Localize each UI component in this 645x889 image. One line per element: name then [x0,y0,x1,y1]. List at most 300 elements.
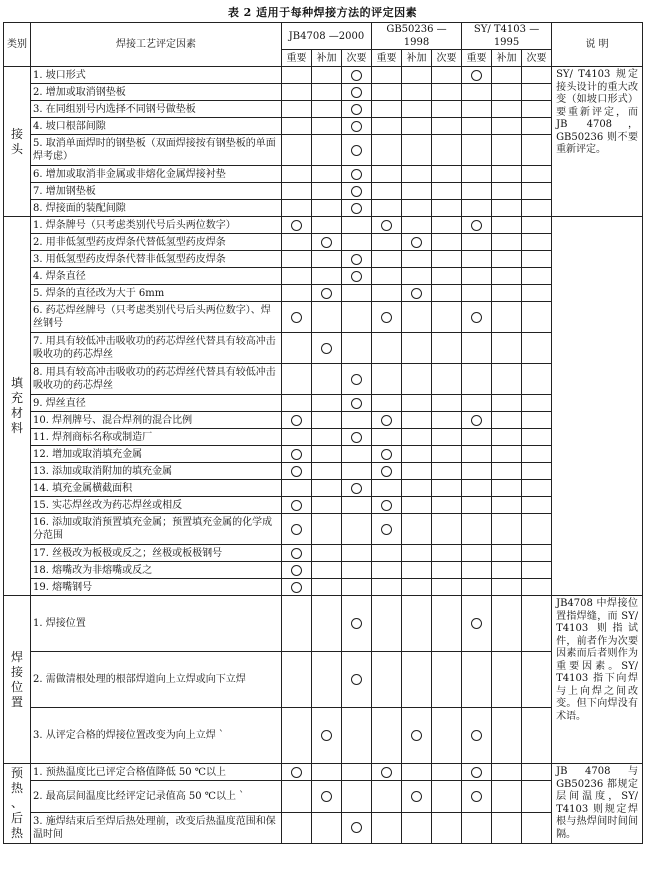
mark-cell [402,285,432,302]
mark-cell [462,285,492,302]
mark-cell [402,562,432,579]
mark-cell [492,812,522,843]
mark-cell [282,412,312,429]
mark-cell [312,429,342,446]
mark-cell [372,217,402,234]
circle-mark-icon [291,582,302,593]
mark-cell [492,302,522,333]
mark-cell [282,118,312,135]
mark-cell [402,251,432,268]
mark-cell [432,364,462,395]
mark-cell [522,268,552,285]
circle-mark-icon [471,767,482,778]
mark-cell [432,217,462,234]
table-row [4,429,643,446]
mark-cell [492,84,522,101]
factor-cell: 12. 增加或取消填充金属 [31,446,282,463]
mark-cell [492,412,522,429]
mark-cell [492,480,522,497]
standard-header-jb4708: JB4708 —2000 [282,23,372,50]
mark-cell [372,514,402,545]
mark-cell [522,412,552,429]
mark-cell [492,364,522,395]
factor-cell: 8. 焊接面的装配间隙 [31,200,282,217]
circle-mark-icon [291,524,302,535]
mark-cell [342,446,372,463]
table-row [4,67,643,84]
mark-cell [282,596,312,652]
mark-cell [282,183,312,200]
mark-cell [282,217,312,234]
factor-cell: 3. 从评定合格的焊接位置改变为向上立焊 ` [31,708,282,764]
mark-cell [402,234,432,251]
mark-cell [372,812,402,843]
mark-cell [462,183,492,200]
mark-cell [432,764,462,781]
mark-cell [522,545,552,562]
mark-cell [522,395,552,412]
circle-mark-icon [351,121,362,132]
mark-cell [372,579,402,596]
mark-cell [462,234,492,251]
mark-cell [312,708,342,764]
mark-cell [312,84,342,101]
mark-cell [462,166,492,183]
mark-cell [342,395,372,412]
circle-mark-icon [351,432,362,443]
mark-cell [462,497,492,514]
mark-cell [342,101,372,118]
mark-cell [342,781,372,812]
mark-cell [402,652,432,708]
level-minor: 次要 [342,50,372,67]
mark-cell [492,333,522,364]
factor-cell: 7. 用具有较低冲击吸收功的药芯焊丝代替具有较高冲击吸收功的药芯焊丝 [31,333,282,364]
mark-cell [342,463,372,480]
mark-cell [402,579,432,596]
circle-mark-icon [381,466,392,477]
mark-cell [372,84,402,101]
mark-cell [402,200,432,217]
category-header: 类别 [4,23,31,67]
mark-cell [522,135,552,166]
mark-cell [462,364,492,395]
mark-cell [282,446,312,463]
mark-cell [372,480,402,497]
mark-cell [372,183,402,200]
circle-mark-icon [351,203,362,214]
mark-cell [312,364,342,395]
mark-cell [462,118,492,135]
circle-mark-icon [471,220,482,231]
mark-cell [342,412,372,429]
mark-cell [372,463,402,480]
mark-cell [432,333,462,364]
mark-cell [342,135,372,166]
circle-mark-icon [351,169,362,180]
mark-cell [342,708,372,764]
level-supplementary: 补加 [492,50,522,67]
table-body [4,67,643,844]
factor-header: 焊接工艺评定因素 [31,23,282,67]
mark-cell [372,118,402,135]
factor-cell: 19. 熔嘴钢号 [31,579,282,596]
circle-mark-icon [351,145,362,156]
mark-cell [372,67,402,84]
category-cell: 预 热 、 后 热 [4,764,31,844]
factor-cell: 3. 在同组别号内选择不同钢号做垫板 [31,101,282,118]
mark-cell [492,708,522,764]
mark-cell [342,217,372,234]
mark-cell [402,183,432,200]
circle-mark-icon [381,220,392,231]
circle-mark-icon [351,254,362,265]
factor-cell: 14. 填充金属横截面积 [31,480,282,497]
factor-cell: 10. 焊剂牌号、混合焊剂的混合比例 [31,412,282,429]
table-row [4,596,643,652]
circle-mark-icon [381,767,392,778]
mark-cell [522,463,552,480]
mark-cell [522,285,552,302]
circle-mark-icon [291,466,302,477]
mark-cell [312,268,342,285]
table-row [4,84,643,101]
mark-cell [312,217,342,234]
level-important: 重要 [282,50,312,67]
mark-cell [462,200,492,217]
mark-cell [492,781,522,812]
mark-cell [282,84,312,101]
remarks-cell: JB4708 中焊接位置指焊缝，而 SY/ T4103 则指试件，前者作为次要因素而后者则作为重要因素。SY/ T4103 指下向焊与上向焊之间改变。但下向焊没有术语。 [552,596,643,764]
mark-cell [372,708,402,764]
table-row [4,781,643,812]
level-minor: 次要 [432,50,462,67]
mark-cell [402,781,432,812]
mark-cell [522,217,552,234]
mark-cell [402,463,432,480]
mark-cell [492,166,522,183]
factor-cell: 11. 焊剂商标名称或制造厂 [31,429,282,446]
table-row [4,395,643,412]
factor-cell: 5. 取消单面焊时的钢垫板（双面焊接按有钢垫板的单面焊考虑） [31,135,282,166]
mark-cell [432,183,462,200]
mark-cell [402,446,432,463]
level-important: 重要 [372,50,402,67]
mark-cell [522,764,552,781]
factor-cell: 16. 添加或取消预置填充金属；预置填充金属的化学成分范围 [31,514,282,545]
mark-cell [522,497,552,514]
factor-cell: 1. 焊接位置 [31,596,282,652]
mark-cell [342,497,372,514]
mark-cell [492,497,522,514]
mark-cell [522,302,552,333]
table-row [4,652,643,708]
mark-cell [522,183,552,200]
circle-mark-icon [351,70,362,81]
factor-cell: 17. 丝极改为板极或反之；丝极或板极钢号 [31,545,282,562]
remarks-cell: JB 4708 与 GB50236 都规定层间温度，SY/ T4103 则规定焊根与热焊间时间间隔。 [552,764,643,844]
mark-cell [462,596,492,652]
circle-mark-icon [321,730,332,741]
standard-header-sy4103: SY/ T4103 —1995 [462,23,552,50]
mark-cell [372,497,402,514]
mark-cell [342,118,372,135]
mark-cell [372,166,402,183]
table-row [4,497,643,514]
table-row [4,812,643,843]
mark-cell [522,781,552,812]
table-row [4,118,643,135]
mark-cell [312,652,342,708]
evaluation-factor-table [3,22,643,844]
mark-cell [342,812,372,843]
mark-cell [372,781,402,812]
mark-cell [312,285,342,302]
mark-cell [282,545,312,562]
mark-cell [342,545,372,562]
factor-cell: 5. 焊条的直径改为大于 6mm [31,285,282,302]
mark-cell [282,333,312,364]
mark-cell [402,333,432,364]
mark-cell [372,395,402,412]
mark-cell [432,135,462,166]
table-row [4,463,643,480]
table-row [4,764,643,781]
level-important: 重要 [462,50,492,67]
mark-cell [342,251,372,268]
mark-cell [312,183,342,200]
mark-cell [432,514,462,545]
mark-cell [432,302,462,333]
mark-cell [462,429,492,446]
factor-cell: 4. 焊条直径 [31,268,282,285]
mark-cell [522,708,552,764]
factor-cell: 2. 需做清根处理的根部焊道向上立焊或向下立焊 [31,652,282,708]
mark-cell [342,596,372,652]
mark-cell [282,514,312,545]
mark-cell [402,67,432,84]
factor-cell: 15. 实芯焊丝改为药芯焊丝或相反 [31,497,282,514]
circle-mark-icon [471,618,482,629]
mark-cell [492,395,522,412]
mark-cell [342,429,372,446]
mark-cell [522,67,552,84]
mark-cell [342,268,372,285]
mark-cell [372,364,402,395]
circle-mark-icon [321,288,332,299]
mark-cell [372,333,402,364]
mark-cell [492,251,522,268]
circle-mark-icon [411,237,422,248]
mark-cell [312,596,342,652]
mark-cell [522,234,552,251]
circle-mark-icon [291,312,302,323]
mark-cell [462,480,492,497]
mark-cell [492,200,522,217]
mark-cell [462,514,492,545]
factor-cell: 9. 焊丝直径 [31,395,282,412]
circle-mark-icon [351,87,362,98]
mark-cell [282,67,312,84]
table-row [4,166,643,183]
mark-cell [432,118,462,135]
mark-cell [522,118,552,135]
table-row [4,101,643,118]
mark-cell [312,395,342,412]
mark-cell [282,579,312,596]
mark-cell [522,101,552,118]
level-minor: 次要 [522,50,552,67]
mark-cell [282,166,312,183]
mark-cell [312,234,342,251]
circle-mark-icon [351,398,362,409]
circle-mark-icon [351,483,362,494]
mark-cell [522,333,552,364]
mark-cell [462,579,492,596]
mark-cell [462,764,492,781]
mark-cell [282,652,312,708]
mark-cell [432,812,462,843]
mark-cell [432,429,462,446]
mark-cell [372,285,402,302]
mark-cell [342,364,372,395]
mark-cell [282,285,312,302]
mark-cell [462,67,492,84]
mark-cell [402,812,432,843]
mark-cell [432,579,462,596]
mark-cell [312,200,342,217]
mark-cell [522,579,552,596]
mark-cell [492,562,522,579]
mark-cell [522,446,552,463]
category-cell: 焊 接 位 置 [4,596,31,764]
mark-cell [312,562,342,579]
mark-cell [492,652,522,708]
factor-cell: 2. 增加或取消钢垫板 [31,84,282,101]
mark-cell [462,251,492,268]
circle-mark-icon [471,70,482,81]
circle-mark-icon [291,220,302,231]
mark-cell [462,395,492,412]
table-row [4,217,643,234]
table-row [4,412,643,429]
mark-cell [492,596,522,652]
table-row [4,579,643,596]
mark-cell [312,446,342,463]
mark-cell [492,118,522,135]
mark-cell [282,480,312,497]
circle-mark-icon [351,674,362,685]
mark-cell [342,67,372,84]
factor-cell: 4. 坡口根部间隙 [31,118,282,135]
mark-cell [522,251,552,268]
mark-cell [342,579,372,596]
mark-cell [342,166,372,183]
mark-cell [462,101,492,118]
mark-cell [342,200,372,217]
mark-cell [282,268,312,285]
mark-cell [462,812,492,843]
mark-cell [312,463,342,480]
mark-cell [402,166,432,183]
circle-mark-icon [351,374,362,385]
circle-mark-icon [411,730,422,741]
circle-mark-icon [351,618,362,629]
factor-cell: 18. 熔嘴改为非熔嘴或反之 [31,562,282,579]
mark-cell [312,251,342,268]
mark-cell [462,302,492,333]
table-row [4,514,643,545]
mark-cell [282,781,312,812]
factor-cell: 6. 增加或取消非金属或非熔化金属焊接衬垫 [31,166,282,183]
mark-cell [432,251,462,268]
mark-cell [492,545,522,562]
mark-cell [432,652,462,708]
mark-cell [492,183,522,200]
mark-cell [432,480,462,497]
table-title: 表 2 适用于每种焊接方法的评定因素 [227,6,418,19]
mark-cell [342,562,372,579]
mark-cell [462,781,492,812]
mark-cell [312,579,342,596]
mark-cell [402,545,432,562]
mark-cell [312,764,342,781]
mark-cell [432,545,462,562]
mark-cell [432,596,462,652]
factor-cell: 2. 用非低氢型药皮焊条代替低氢型药皮焊条 [31,234,282,251]
remarks-cell: SY/ T4103 规定接头设计的重大改变（如坡口形式）要重新评定，而 JB 4708，GB50236 则不要重新评定。 [552,67,643,217]
circle-mark-icon [291,565,302,576]
level-supplementary: 补加 [312,50,342,67]
mark-cell [492,101,522,118]
mark-cell [342,514,372,545]
mark-cell [462,708,492,764]
mark-cell [372,302,402,333]
circle-mark-icon [471,312,482,323]
category-cell: 填 充 材 料 [4,217,31,596]
mark-cell [282,234,312,251]
mark-cell [432,463,462,480]
mark-cell [522,364,552,395]
mark-cell [402,395,432,412]
mark-cell [402,101,432,118]
table-row [4,562,643,579]
circle-mark-icon [351,822,362,833]
mark-cell [342,302,372,333]
mark-cell [282,764,312,781]
factor-cell: 13. 添加或取消附加的填充金属 [31,463,282,480]
circle-mark-icon [321,791,332,802]
mark-cell [312,67,342,84]
mark-cell [342,652,372,708]
mark-cell [402,412,432,429]
mark-cell [282,101,312,118]
circle-mark-icon [411,791,422,802]
mark-cell [402,480,432,497]
mark-cell [312,333,342,364]
mark-cell [372,251,402,268]
circle-mark-icon [471,415,482,426]
mark-cell [432,781,462,812]
mark-cell [492,764,522,781]
mark-cell [312,118,342,135]
mark-cell [402,268,432,285]
mark-cell [432,166,462,183]
circle-mark-icon [351,186,362,197]
mark-cell [462,84,492,101]
mark-cell [312,781,342,812]
standard-header-gb50236: GB50236 —1998 [372,23,462,50]
